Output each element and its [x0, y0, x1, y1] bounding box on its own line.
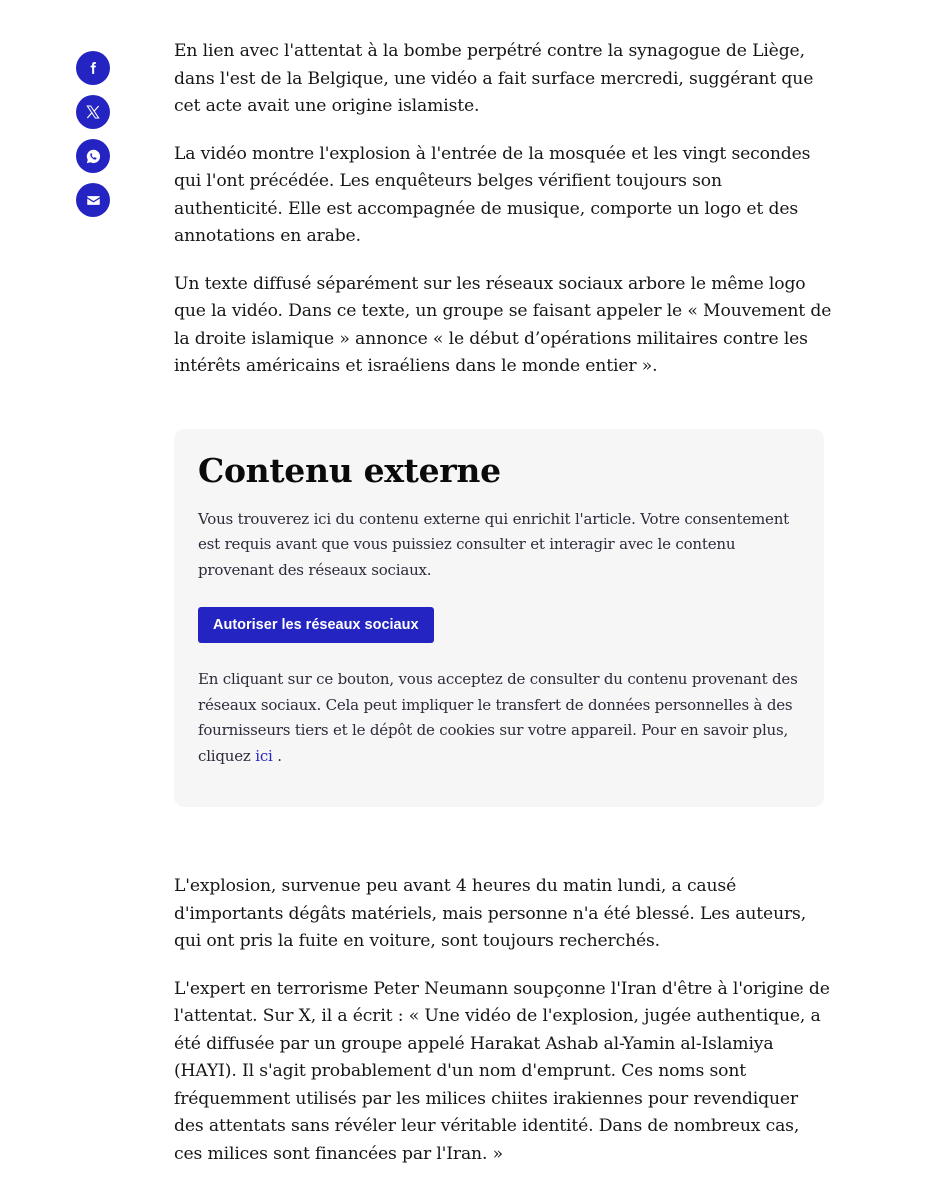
- external-content-consent-panel: [174, 429, 824, 808]
- consent-title: Contenu externe: [198, 450, 501, 490]
- share-bar: [76, 51, 110, 217]
- x-share-button[interactable]: [76, 95, 110, 129]
- consent-description: Vous trouverez ici du contenu externe qui enrichit l'article. Votre consentement est requis avant que vous puissiez consulter et interagir avec le contenu provenant des réseaux sociaux.: [198, 509, 789, 579]
- article-body: [174, 38, 832, 1188]
- article-paragraph: L'expert en terrorisme Peter Neumann soupçonne l'Iran d'être à l'origine de l'attentat. Sur X, il a écrit : « Une vidéo de l'explosion, jugée authentique, a été diffusée par un groupe appelé Harakat Ashab al-Yamin al-Islamiya (HAYI). Il s'agit probablement d'un nom d'emprunt. Ces noms sont fréquemment utilisés par les milices chiites irakiennes pour revendiquer des attentats sans révéler leur véritable identité. Dans de nombreux cas, ces milices sont financées par l'Iran. »: [174, 978, 830, 1164]
- article-continuation: [174, 873, 832, 1168]
- article-paragraph: Un texte diffusé séparément sur les réseaux sociaux arbore le même logo que la vidéo. Dans ce texte, un groupe se faisant appeler le « Mouvement de la droite islamique » annonce « le début d’opérations militaires contre les intérêts américains et israéliens dans le monde entier ».: [174, 273, 832, 376]
- whatsapp-icon: [85, 148, 102, 165]
- consent-disclaimer-text: En cliquant sur ce bouton, vous acceptez de consulter du contenu provenant des réseaux sociaux. Cela peut impliquer le transfert de données personnelles à des fournisseurs tiers et le dépôt de cookies sur votre appareil. Pour en savoir plus, cliquez: [198, 670, 798, 765]
- consent-disclaimer: [198, 667, 800, 769]
- consent-disclaimer-end: .: [277, 746, 282, 765]
- email-share-button[interactable]: [76, 183, 110, 217]
- article-paragraph: La vidéo montre l'explosion à l'entrée de la mosquée et les vingt secondes qui l'ont précédée. Les enquêteurs belges vérifient toujours son authenticité. Elle est accompagnée de musique, comporte un logo et des annotations en arabe.: [174, 143, 811, 246]
- mail-icon: [86, 193, 101, 208]
- article-paragraph: L'explosion, survenue peu avant 4 heures du matin lundi, a causé d'importants dégâts matériels, mais personne n'a été blessé. Les auteurs, qui ont pris la fuite en voiture, sont toujours recherchés.: [174, 876, 807, 951]
- whatsapp-share-button[interactable]: [76, 139, 110, 173]
- learn-more-link[interactable]: ici: [255, 746, 273, 765]
- article-paragraph: En lien avec l'attentat à la bombe perpétré contre la synagogue de Liège, dans l'est de la Belgique, une vidéo a fait surface mercredi, suggérant que cet acte avait une origine islamiste.: [174, 41, 814, 116]
- allow-social-networks-button[interactable]: Autoriser les réseaux sociaux: [198, 607, 434, 643]
- x-icon: [85, 104, 101, 120]
- facebook-icon: [86, 61, 100, 75]
- facebook-share-button[interactable]: [76, 51, 110, 85]
